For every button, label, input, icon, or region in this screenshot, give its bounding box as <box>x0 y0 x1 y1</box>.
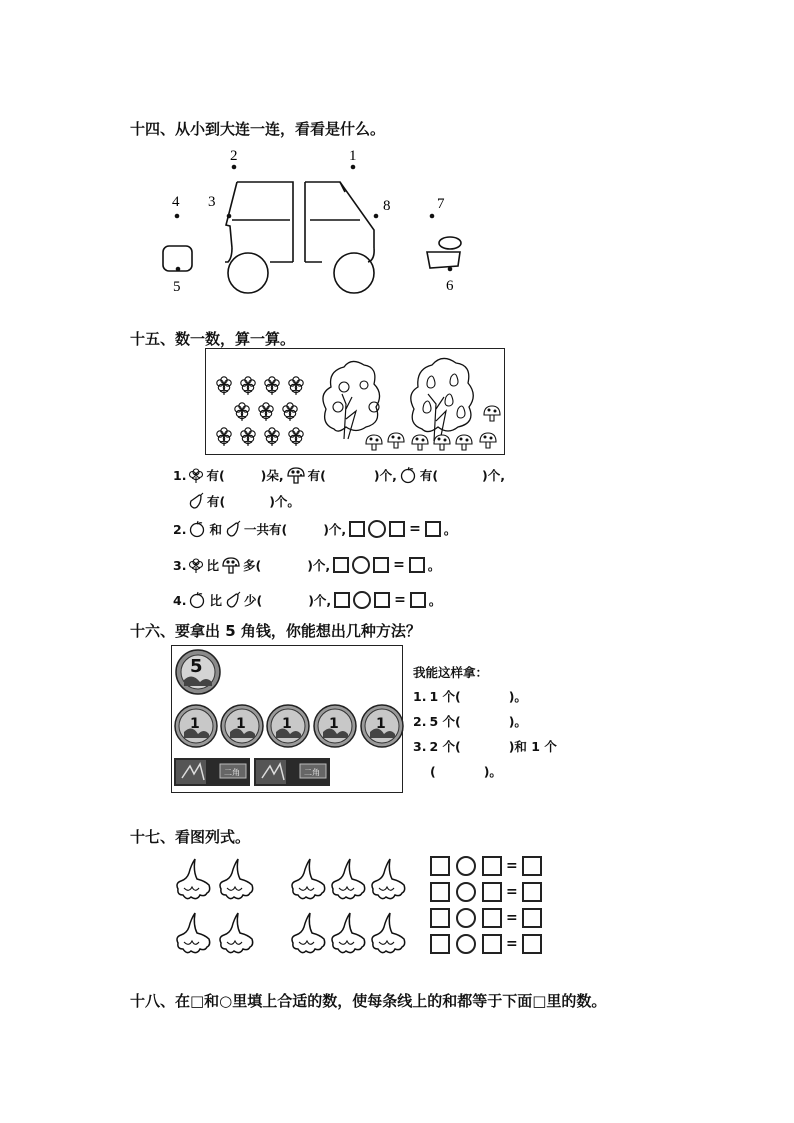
equation-row <box>430 856 542 876</box>
operator-circle[interactable] <box>456 856 476 876</box>
answer-box[interactable] <box>425 521 441 537</box>
answer-box[interactable] <box>349 521 365 537</box>
q15-line-4-num: 4. <box>173 592 187 608</box>
equals-sign: = <box>394 592 406 608</box>
operator-circle[interactable] <box>353 591 371 609</box>
q15-line-4-b: 少( <box>243 593 263 608</box>
q16-heading: 十六、要拿出 5 角钱，你能想出几种方法？ <box>130 622 421 640</box>
answer-box[interactable] <box>482 856 502 876</box>
q16-item-3-text: 2 个( <box>429 739 461 754</box>
dot-1 <box>351 165 356 170</box>
q16-item-3b-text: ( <box>430 763 436 779</box>
q16-item-2-end: )。 <box>508 714 527 729</box>
answer-box[interactable] <box>522 856 542 876</box>
mushroom-icon <box>287 467 305 484</box>
dot-8 <box>374 214 379 219</box>
q15-line-1-e: 有( <box>419 468 439 483</box>
coins-and-notes-picture: 1 5 二角 二角 <box>172 646 402 792</box>
dot-4 <box>175 214 180 219</box>
q16-title: 我能这样拿： <box>413 665 489 680</box>
q15-line-4-a: 比 <box>209 593 222 608</box>
q16-item-2 <box>413 712 527 730</box>
operator-circle[interactable] <box>368 520 386 538</box>
dot-7 <box>430 214 435 219</box>
q17-equations <box>430 856 542 954</box>
answer-box[interactable] <box>389 521 405 537</box>
pear-icon <box>188 493 204 509</box>
answer-box[interactable] <box>334 592 350 608</box>
answer-box[interactable] <box>409 557 425 573</box>
mushroom-icon <box>222 557 240 574</box>
q16-item-1-end: )。 <box>508 689 527 704</box>
q16-item-3b-end: )。 <box>483 764 502 779</box>
q15-line-1b-a: 有( <box>207 494 226 509</box>
equation-row <box>430 882 542 902</box>
q15-line-4 <box>173 591 441 609</box>
q16-money-box <box>166 636 403 793</box>
pear-icon <box>225 592 241 608</box>
operator-circle[interactable] <box>456 934 476 954</box>
q15-line-4-c: )个, <box>308 593 332 608</box>
q15-heading: 十五、数一数，算一算。 <box>130 330 296 348</box>
q15-line-1-a: 有( <box>206 468 225 483</box>
label-5: 5 <box>173 279 181 295</box>
answer-box[interactable] <box>430 882 450 902</box>
svg-text:二角: 二角 <box>224 768 240 777</box>
equation-row <box>430 934 542 954</box>
coin-5-label: 5 <box>190 656 203 677</box>
svg-text:二角: 二角 <box>304 768 320 777</box>
q15-line-3-b: 多( <box>242 558 262 573</box>
note-2-jiao <box>254 758 330 786</box>
operator-circle[interactable] <box>352 556 370 574</box>
equals-sign: = <box>409 521 421 537</box>
q15-line-1-c: 有( <box>307 468 326 483</box>
dot-2 <box>232 165 237 170</box>
q16-item-3 <box>413 737 557 755</box>
label-3: 3 <box>208 194 216 210</box>
answer-box[interactable] <box>430 908 450 928</box>
q16-item-2-num: 2. <box>413 713 427 729</box>
q16-item-1-text: 1 个( <box>429 689 461 704</box>
flowers-trees-mushrooms-picture <box>206 349 504 454</box>
period: 。 <box>427 558 441 573</box>
q15-line-3-c: )个, <box>307 558 331 573</box>
q16-item-3-num: 3. <box>413 738 427 754</box>
q15-line-1 <box>173 466 505 484</box>
period: 。 <box>443 522 457 537</box>
q16-item-3b <box>430 762 502 780</box>
operator-circle[interactable] <box>456 908 476 928</box>
flower-icon <box>189 467 203 484</box>
period: 。 <box>428 593 442 608</box>
label-1: 1 <box>349 148 357 164</box>
answer-box[interactable] <box>522 882 542 902</box>
q16-item-2-text: 5 个( <box>429 714 461 729</box>
q15-line-2-c: )个, <box>323 522 347 537</box>
equation-row <box>430 908 542 928</box>
q15-line-2 <box>173 520 456 538</box>
q18-heading: 十八、在□和○里填上合适的数，使每条线上的和都等于下面□里的数。 <box>130 992 607 1010</box>
q15-line-2-a: 和 <box>209 522 222 537</box>
q15-line-1-num: 1. <box>173 467 187 483</box>
answer-box[interactable] <box>374 592 390 608</box>
label-6: 6 <box>446 278 454 294</box>
pear-icon <box>225 521 241 537</box>
answer-box[interactable] <box>373 557 389 573</box>
connect-dots-figure <box>150 140 480 305</box>
label-8: 8 <box>383 198 391 214</box>
q15-line-1b-b: )个。 <box>269 494 300 509</box>
operator-circle[interactable] <box>456 882 476 902</box>
answer-box[interactable] <box>482 934 502 954</box>
equals-sign: = <box>506 910 518 926</box>
q15-line-2-num: 2. <box>173 521 187 537</box>
apple-icon <box>189 521 206 538</box>
q15-line-3 <box>173 556 440 574</box>
q16-item-1-num: 1. <box>413 688 427 704</box>
label-2: 2 <box>230 148 238 164</box>
q15-line-3-a: 比 <box>206 558 219 573</box>
q15-picture-box <box>205 348 505 455</box>
q15-line-1-b: )朵, <box>260 468 284 483</box>
answer-box[interactable] <box>522 908 542 928</box>
note-2-jiao <box>174 758 250 786</box>
answer-box[interactable] <box>333 557 349 573</box>
q16-item-3-mid: )和 1 个 <box>508 739 557 754</box>
answer-box[interactable] <box>482 908 502 928</box>
label-7: 7 <box>437 196 445 212</box>
equals-sign: = <box>506 884 518 900</box>
answer-box[interactable] <box>430 856 450 876</box>
label-4: 4 <box>172 194 180 210</box>
q15-line-3-num: 3. <box>173 557 187 573</box>
equals-sign: = <box>506 858 518 874</box>
answer-box[interactable] <box>482 882 502 902</box>
apple-icon <box>400 467 417 484</box>
answer-box[interactable] <box>430 934 450 954</box>
q17-heading: 十七、看图列式。 <box>130 828 251 846</box>
equals-sign: = <box>393 557 405 573</box>
equals-sign: = <box>506 936 518 952</box>
q15-line-2-b: 一共有( <box>243 522 288 537</box>
q15-line-1-d: )个, <box>373 468 397 483</box>
q15-line-1-f: )个, <box>482 468 506 483</box>
q14-heading: 十四、从小到大连一连，看看是什么。 <box>130 120 386 138</box>
flower-icon <box>189 557 203 574</box>
ginkgo-leaves-picture <box>172 855 412 965</box>
q16-item-1 <box>413 687 527 705</box>
answer-box[interactable] <box>410 592 426 608</box>
answer-box[interactable] <box>522 934 542 954</box>
q15-line-1b <box>188 492 300 510</box>
apple-icon <box>189 592 206 609</box>
